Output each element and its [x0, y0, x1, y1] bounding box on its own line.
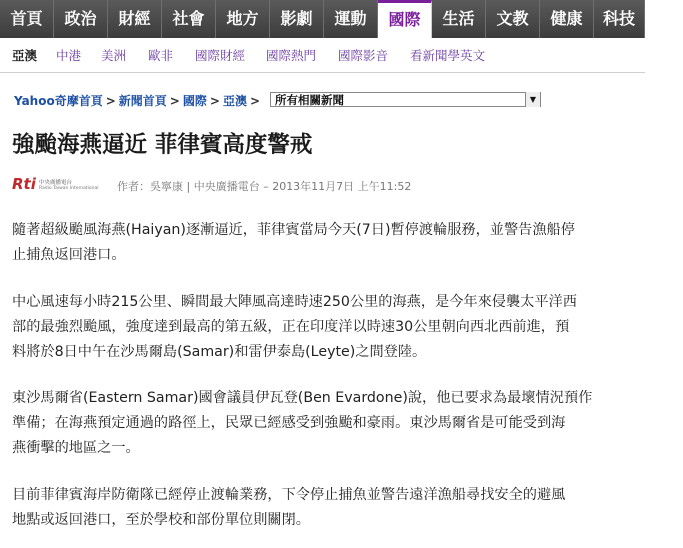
paragraph-line: 料將於8日中午在沙馬爾島(Samar)和雷伊泰島(Leyte)之間登陸。 — [12, 344, 427, 360]
paragraph-line: 準備；在海燕預定通過的路徑上，民眾已經感受到強颱和豪雨。東沙馬爾省是可能受到海 — [12, 415, 566, 431]
sub-nav — [0, 38, 645, 73]
article-byline: 作者：吳寧康 | 中央廣播電台 – 2013年11月7日 上午11:52 — [117, 180, 412, 193]
breadcrumb: Yahoo奇摩首頁 > 新聞首頁 > 國際 > 亞澳 > — [14, 94, 261, 108]
rti-logo[interactable] — [12, 176, 107, 196]
related-news-select[interactable] — [270, 92, 541, 107]
article-paragraph-3 — [12, 386, 652, 461]
subnav-item-7[interactable]: 看新聞學英文 — [410, 48, 486, 63]
tab-2[interactable]: 財經 — [108, 0, 162, 38]
paragraph-line: 燕衝擊的地區之一。 — [12, 440, 140, 456]
tab-7[interactable]: 國際 — [378, 0, 432, 38]
tab-9[interactable]: 文教 — [486, 0, 540, 38]
rti-logo-cn: 中央廣播電台 — [39, 180, 73, 186]
breadcrumb-international[interactable]: 國際 — [182, 94, 207, 108]
tab-11[interactable]: 科技 — [594, 0, 645, 38]
article-title: 強颱海燕逼近 菲律賓高度警戒 — [12, 132, 313, 158]
article-paragraph-2 — [12, 290, 652, 365]
tab-4[interactable]: 地方 — [216, 0, 270, 38]
paragraph-line: 隨著超級颱風海燕(Haiyan)逐漸逼近，菲律賓當局今天(7日)暫停渡輪服務，並警告漁船停 — [12, 222, 575, 238]
tab-5[interactable]: 影劇 — [270, 0, 324, 38]
tab-10[interactable]: 健康 — [540, 0, 594, 38]
subnav-item-6[interactable]: 國際影音 — [338, 48, 389, 63]
chevron-down-icon[interactable]: ▼ — [525, 92, 540, 107]
breadcrumb-yahoo-home[interactable]: Yahoo奇摩首頁 — [14, 94, 103, 108]
subnav-item-4[interactable]: 國際財經 — [195, 48, 246, 63]
breadcrumb-news-home[interactable]: 新聞首頁 — [118, 94, 167, 108]
paragraph-line: 東沙馬爾省(Eastern Samar)國會議員伊瓦登(Ben Evardone)說，他已要求為最壞情況預作 — [12, 390, 593, 406]
tab-8[interactable]: 生活 — [432, 0, 486, 38]
tab-3[interactable]: 社會 — [162, 0, 216, 38]
tab-0[interactable]: 首頁 — [0, 0, 54, 38]
rti-logo-en: Radio Taiwan International — [39, 186, 99, 191]
breadcrumb-asia-pacific[interactable]: 亞澳 — [222, 94, 247, 108]
subnav-item-2[interactable]: 美洲 — [101, 48, 127, 63]
subnav-item-1[interactable]: 中港 — [56, 48, 82, 63]
subnav-item-0[interactable]: 亞澳 — [12, 48, 38, 63]
rti-logo-mark: Rti — [12, 175, 36, 193]
tab-1[interactable]: 政治 — [54, 0, 108, 38]
paragraph-line: 中心風速每小時215公里、瞬間最大陣風高達時速250公里的海燕，是今年來侵襲太平洋西 — [12, 294, 577, 310]
article-paragraph-1 — [12, 218, 652, 268]
paragraph-line: 地點或返回港口，至於學校和部份單位則關閉。 — [12, 512, 310, 528]
related-news-select-value: 所有相關新聞 — [275, 93, 344, 107]
subnav-item-5[interactable]: 國際熱門 — [266, 48, 317, 63]
top-nav — [0, 0, 645, 38]
paragraph-line: 止捕魚返回港口。 — [12, 247, 126, 263]
paragraph-line: 部的最強烈颱風，強度達到最高的第五級，正在印度洋以時速30公里朝向西北西前進，預 — [12, 319, 570, 335]
article-paragraph-4 — [12, 483, 652, 533]
paragraph-line: 目前菲律賓海岸防衛隊已經停止渡輪業務，下令停止捕魚並警告遠洋漁船尋找安全的避風 — [12, 487, 566, 503]
tab-6[interactable]: 運動 — [324, 0, 378, 38]
subnav-item-3[interactable]: 歐非 — [148, 48, 174, 63]
